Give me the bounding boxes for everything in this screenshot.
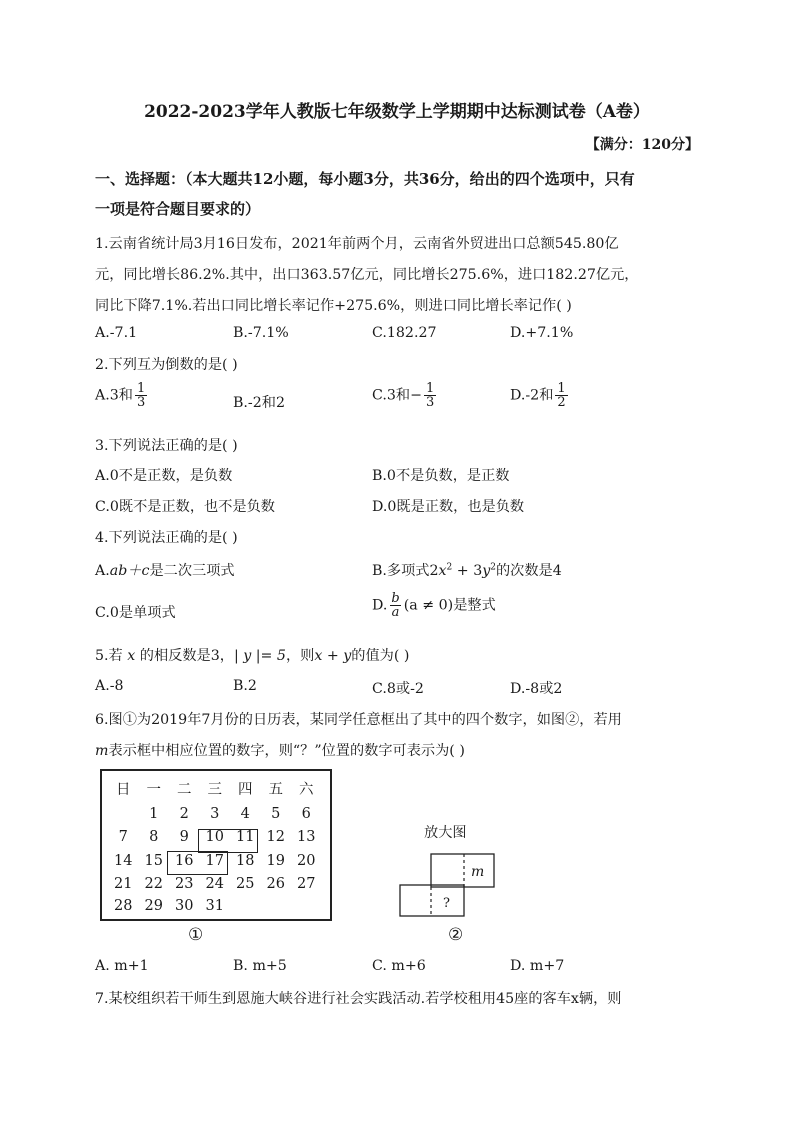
q2-option-d — [510, 382, 570, 409]
calendar-cell: 24 — [205, 876, 224, 892]
q2-c-fraction: $\frac{1}{3}$ — [425, 381, 435, 410]
calendar-cell: 25 — [236, 876, 255, 892]
q2-stem: 2.下列互为倒数的是( ) — [95, 357, 238, 373]
q5-expression: x + y — [314, 648, 352, 664]
calendar-row — [108, 898, 322, 914]
calendar-cell: 30 — [175, 898, 194, 914]
q2-c-label: C.3和− — [372, 387, 422, 404]
calendar-header-cell: 五 — [268, 782, 283, 798]
q6-option-c: C. m+6 — [372, 958, 426, 974]
q1-line3: 同比下降7.1%.若出口同比增长率记作+275.6%，则进口同比增长率记作( ) — [95, 298, 572, 314]
calendar-cell: 22 — [144, 876, 163, 892]
q4-a-expression: ab＋c — [109, 563, 150, 579]
calendar-cell — [291, 898, 322, 914]
calendar-cell — [108, 806, 139, 822]
calendar-header-cell: 四 — [238, 782, 253, 798]
q4-option-b: B.多项式$2x^2 + 3y^2$的次数是4 — [372, 562, 562, 579]
calendar-cell: 21 — [114, 876, 133, 892]
calendar-header-row — [108, 778, 322, 799]
calendar-cell: 14 — [114, 853, 133, 869]
q3-option-c: C.0既不是正数，也不是负数 — [95, 499, 275, 515]
q1-option-b: B.-7.1% — [233, 325, 289, 341]
q4-option-a: A.ab＋c是二次三项式 — [95, 563, 235, 579]
calendar-cell: 19 — [266, 853, 285, 869]
q4-b-polynomial: $2x^2 + 3y^2$ — [429, 562, 496, 579]
calendar-cell: 10 — [205, 829, 224, 845]
q4-option-d: D. $\frac{b}{a}$ (a ≠ 0)是整式 — [372, 591, 496, 620]
calendar-cell: 13 — [297, 829, 316, 845]
calendar-cell: 2 — [179, 806, 189, 822]
calendar-cell: 7 — [118, 829, 128, 845]
q7-line1: 7.某校组织若干师生到恩施大峡谷进行社会实践活动.若学校租用45座的客车x辆，则 — [95, 991, 622, 1007]
q1-line1: 1.云南省统计局3月16日发布，2021年前两个月，云南省外贸进出口总额545.80亿 — [95, 236, 619, 252]
q2-a-label: A.3和 — [95, 387, 133, 404]
q5-option-b: B.2 — [233, 678, 257, 694]
q3-option-a: A.0不是正数，是负数 — [95, 468, 233, 484]
q6-option-b: B. m+5 — [233, 958, 287, 974]
calendar-header-cell: 六 — [299, 782, 314, 798]
q5-abs-y: | y |= 5 — [233, 648, 286, 664]
q5-stem: 5.若 x 的相反数是3，| y |= 5，则x + y的值为( ) — [95, 648, 410, 664]
calendar-cell: 29 — [144, 898, 163, 914]
zoom-figure-title: 放大图 — [424, 825, 467, 841]
calendar-cell: 27 — [297, 876, 316, 892]
calendar-header-cell: 日 — [116, 782, 131, 798]
calendar-header-cell: 二 — [177, 782, 192, 798]
calendar-row — [108, 876, 322, 892]
calendar-cell: 28 — [114, 898, 133, 914]
calendar-cell — [230, 898, 261, 914]
calendar-figure — [100, 769, 332, 921]
calendar-cell: 8 — [149, 829, 159, 845]
calendar-cell: 23 — [175, 876, 194, 892]
q3-stem: 3.下列说法正确的是( ) — [95, 438, 238, 454]
page-title: 2022-2023学年人教版七年级数学上学期期中达标测试卷（A卷） — [144, 102, 650, 122]
q4-d-fraction: $\frac{b}{a}$ — [391, 591, 400, 620]
q2-a-fraction: $\frac{1}{3}$ — [136, 381, 146, 410]
figure-1-label: ① — [188, 925, 204, 945]
full-score: 【满分：120分】 — [585, 137, 699, 153]
q2-d-label: D.-2和 — [510, 387, 554, 404]
calendar-cell: 3 — [210, 806, 220, 822]
calendar-cell: 4 — [240, 806, 250, 822]
selection-box-lower — [167, 851, 228, 875]
q6-option-d: D. m+7 — [510, 958, 565, 974]
calendar-cell: 31 — [205, 898, 224, 914]
calendar-cell: 9 — [179, 829, 189, 845]
calendar-cell — [261, 898, 292, 914]
q1-option-a: A.-7.1 — [95, 325, 138, 341]
q1-option-c: C.182.27 — [372, 325, 437, 341]
q2-option-b: B.-2和2 — [233, 395, 285, 411]
section-heading-line2: 一项是符合题目要求的） — [95, 200, 261, 218]
q6-option-a: A. m+1 — [95, 958, 149, 974]
selection-box-upper — [198, 829, 258, 853]
section-heading-line1: 一、选择题：（本大题共12小题，每小题3分，共36分，给出的四个选项中，只有 — [95, 170, 635, 188]
calendar-cell: 16 — [175, 853, 194, 869]
q6-line2: m表示框中相应位置的数字，则“？”位置的数字可表示为( ) — [95, 743, 465, 759]
q4-d-condition: (a ≠ 0) — [403, 597, 454, 614]
q2-d-fraction: $\frac{1}{2}$ — [557, 381, 566, 410]
q3-option-d: D.0既是正数，也是负数 — [372, 499, 525, 515]
calendar-header-cell: 一 — [146, 782, 161, 798]
figure-2-label: ② — [448, 925, 464, 945]
q1-line2: 元，同比增长86.2%.其中，出口363.57亿元，同比增长275.6%，进口182.27亿元， — [95, 267, 639, 283]
calendar-cell: 1 — [149, 806, 159, 822]
zoom-figure-diagram — [398, 852, 498, 918]
calendar-cell: 11 — [236, 829, 255, 845]
calendar-cell: 6 — [301, 806, 311, 822]
calendar-row — [108, 806, 322, 822]
q2-option-c — [372, 382, 438, 409]
q2-option-a — [95, 382, 149, 409]
calendar-cell: 15 — [144, 853, 163, 869]
calendar-cell: 18 — [236, 853, 255, 869]
q3-option-b: B.0不是负数，是正数 — [372, 468, 510, 484]
calendar-cell: 17 — [205, 853, 224, 869]
q1-option-d: D.+7.1% — [510, 325, 574, 341]
calendar-cell: 20 — [297, 853, 316, 869]
zoom-m-label: m — [471, 864, 485, 880]
zoom-question-label: ? — [443, 896, 450, 911]
q5-option-a: A.-8 — [95, 678, 124, 694]
calendar-cell: 26 — [266, 876, 285, 892]
q6-line1: 6.图①为2019年7月份的日历表，某同学任意框出了其中的四个数字，如图②，若用 — [95, 712, 622, 728]
q4-stem: 4.下列说法正确的是( ) — [95, 530, 238, 546]
calendar-header-cell: 三 — [207, 782, 222, 798]
calendar-cell: 12 — [266, 829, 285, 845]
q4-option-c: C.0是单项式 — [95, 605, 176, 621]
q5-option-d: D.-8或2 — [510, 681, 563, 697]
q5-option-c: C.8或-2 — [372, 681, 424, 697]
calendar-cell: 5 — [271, 806, 281, 822]
